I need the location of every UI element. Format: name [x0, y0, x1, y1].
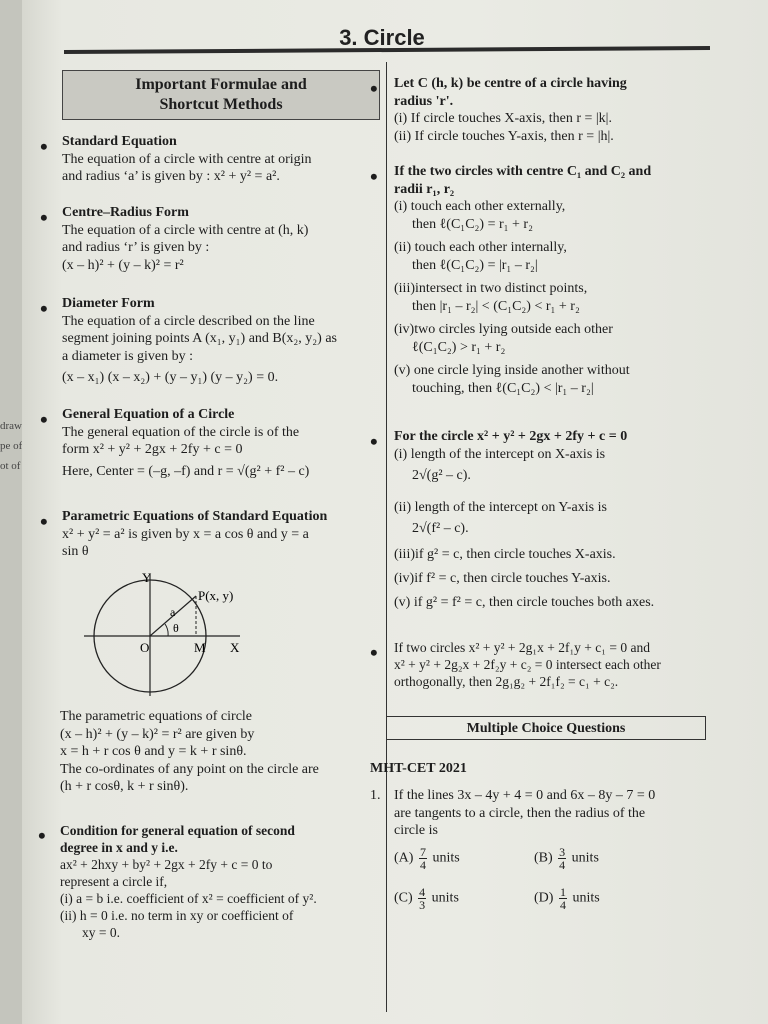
text-line: The equation of a circle described on the line: [62, 313, 315, 329]
text-line: (v) one circle lying inside another without: [394, 363, 630, 378]
option-unit: units: [432, 850, 460, 866]
text-line: The general equation of the circle is of the: [62, 424, 300, 440]
text-line: (i) touch each other externally,: [394, 199, 566, 214]
text-line: (ii) touch each other internally,: [394, 240, 567, 255]
radius-label: a: [170, 605, 176, 619]
text-line: (iii)if g² = c, then circle touches X-axis.: [394, 547, 616, 562]
formulae-box-line2: Shortcut Methods: [159, 96, 283, 113]
text-line: (x – x₁) (x – x₂) + (y – y₁) (y – y₂) = 0.: [62, 370, 279, 385]
option-label: (B): [534, 850, 553, 866]
option-b[interactable]: [534, 846, 599, 871]
text-line: 2√(f² – c).: [412, 521, 469, 536]
fraction: [418, 886, 426, 911]
section-heading: radii r₁, r₂: [394, 181, 455, 197]
option-a[interactable]: [394, 846, 460, 871]
text-line: The parametric equations of circle: [60, 709, 253, 724]
text-line: If the lines 3x – 4y + 4 = 0 and 6x – 8y – 7 = 0: [394, 788, 656, 803]
parametric-general: [60, 708, 382, 796]
margin-fragment: draw: [0, 420, 22, 432]
text-line: a diameter is given by :: [62, 348, 194, 364]
book-page: [22, 0, 768, 1024]
denominator: 4: [419, 858, 426, 872]
text-line: x = h + r cos θ and y = k + r sinθ.: [60, 744, 247, 759]
option-label: (D): [534, 890, 554, 906]
text-line: x² + y² = a² is given by x = a cos θ and y = a: [62, 526, 309, 542]
option-unit: units: [572, 890, 600, 906]
chapter-title: 3. Circle: [339, 25, 425, 50]
bullet: •: [40, 509, 48, 534]
text-line: (x – h)² + (y – k)² = r² are given by: [60, 726, 255, 742]
margin-fragment: pe of: [0, 440, 23, 452]
numerator: 4: [419, 885, 426, 899]
text-line: (h + r cosθ, k + r sinθ).: [60, 779, 189, 794]
angle-arc: [165, 624, 168, 636]
section-heading: Centre–Radius Form: [62, 205, 189, 220]
question-text: [394, 787, 718, 840]
text-line: (i) If circle touches X-axis, then r = |k|.: [394, 111, 612, 126]
section-heading: degree in x and y i.e.: [60, 840, 178, 855]
denominator: 4: [559, 898, 566, 912]
bullet: •: [40, 407, 48, 432]
text-line: ax² + 2hxy + by² + 2gx + 2fy + c = 0 to: [60, 857, 273, 872]
standard-equation: [62, 133, 380, 189]
numerator: 3: [559, 845, 566, 859]
section-heading: Parametric Equations of Standard Equation: [62, 509, 328, 524]
x-axis-label: X: [230, 640, 240, 655]
bullet: •: [370, 76, 378, 101]
section-heading: Standard Equation: [62, 134, 177, 149]
text-line: (iii)intersect in two distinct points,: [394, 281, 588, 296]
text-line: Here, Center = (–g, –f) and r = √(g² + f² – c): [62, 463, 310, 479]
page-gutter: [0, 0, 24, 1024]
centre-radius-form: [62, 204, 380, 274]
general-equation: [62, 406, 382, 480]
y-axis-label: Y: [142, 570, 152, 585]
two-circles: [394, 163, 714, 397]
text-line: are tangents to a circle, then the radius of the: [394, 805, 646, 821]
section-heading: Condition for general equation of second: [60, 823, 295, 838]
exam-label: MHT-CET 2021: [370, 761, 467, 776]
text-line: and radius ‘r’ is given by :: [62, 240, 210, 255]
text-line: 2√(g² – c).: [412, 468, 471, 483]
text-line: (v) if g² = f² = c, then circle touches both axes.: [394, 595, 655, 610]
text-line: The equation of a circle with centre at (h, k): [62, 222, 309, 238]
text-line: circle is: [394, 823, 438, 838]
parametric-equations: [62, 508, 382, 561]
text-line: form x² + y² + 2gx + 2fy + c = 0: [62, 442, 243, 457]
orthogonal-circles: [394, 639, 718, 690]
margin-fragment: ot of: [0, 460, 21, 472]
text-line: (i) length of the intercept on X-axis is: [394, 447, 606, 462]
bullet: •: [40, 296, 48, 321]
diameter-form: [62, 295, 382, 387]
denominator: 4: [559, 858, 566, 872]
text-line: then |r₁ – r₂| < (C₁C₂) < r₁ + r₂: [412, 298, 580, 314]
text-line: x² + y² + 2g₂x + 2f₂y + c₂ = 0 intersect each other: [394, 657, 661, 672]
bullet: •: [370, 640, 378, 665]
fraction: [419, 846, 427, 871]
bullet: •: [38, 823, 46, 848]
point-label: P(x, y): [198, 588, 234, 603]
origin-label: O: [140, 640, 150, 655]
text-line: (ii) length of the intercept on Y-axis is: [394, 500, 607, 515]
option-c[interactable]: [394, 886, 459, 911]
text-line: (x – h)² + (y – k)² = r²: [62, 257, 184, 273]
section-heading: radius 'r'.: [394, 93, 454, 109]
formulae-box: [62, 70, 380, 120]
text-line: and radius ‘a’ is given by : x² + y² = a².: [62, 169, 280, 184]
condition-general: [60, 822, 382, 941]
formulae-box-line1: Important Formulae and: [135, 76, 307, 93]
bullet: •: [370, 429, 378, 454]
text-line: xy = 0.: [82, 925, 120, 940]
bullet: •: [40, 205, 48, 230]
text-line: (i) a = b i.e. coefficient of x² = coefficient of y².: [60, 891, 317, 906]
fraction: [558, 846, 566, 871]
section-heading: General Equation of a Circle: [62, 407, 235, 422]
section-heading: Let C (h, k) be centre of a circle having: [394, 76, 627, 91]
section-heading: Diameter Form: [62, 296, 155, 311]
circle-diagram: [80, 568, 260, 700]
column-divider: [386, 62, 387, 1012]
text-line: (iv)two circles lying outside each other: [394, 322, 613, 337]
text-line: ℓ(C₁C₂) > r₁ + r₂: [412, 339, 506, 355]
numerator: 7: [419, 845, 426, 859]
text-line: segment joining points A (x₁, y₁) and B(x₂, y₂) as: [62, 331, 338, 346]
foot-label: M: [194, 640, 206, 655]
section-heading: If the two circles with centre C₁ and C₂ and: [394, 164, 652, 179]
option-unit: units: [431, 890, 459, 906]
option-label: (A): [394, 850, 414, 866]
text-line: represent a circle if,: [60, 874, 168, 889]
fraction: [559, 886, 567, 911]
option-d[interactable]: [534, 886, 600, 911]
text-line: then ℓ(C₁C₂) = |r₁ – r₂|: [412, 257, 538, 273]
section-heading: For the circle x² + y² + 2gx + 2fy + c = 0: [394, 429, 628, 444]
title-rule: [64, 46, 710, 54]
question-number: 1.: [370, 788, 381, 803]
text-line: (iv)if f² = c, then circle touches Y-axis.: [394, 571, 611, 586]
text-line: The equation of a circle with centre at origin: [62, 151, 312, 167]
intercept-section: [394, 428, 714, 612]
option-unit: units: [571, 850, 599, 866]
text-line: then ℓ(C₁C₂) = r₁ + r₂: [412, 216, 533, 232]
bullet: •: [370, 164, 378, 189]
centre-touch-axes: [394, 75, 714, 145]
text-line: If two circles x² + y² + 2g₁x + 2f₁y + c₁ = 0 and: [394, 640, 650, 655]
option-label: (C): [394, 890, 413, 906]
text-line: The co-ordinates of any point on the circle are: [60, 761, 319, 777]
bullet: •: [40, 134, 48, 159]
numerator: 1: [559, 885, 566, 899]
denominator: 3: [419, 898, 426, 912]
text-line: orthogonally, then 2g₁g₂ + 2f₁f₂ = c₁ + c₂.: [394, 674, 619, 689]
text-line: sin θ: [62, 544, 89, 559]
text-line: (ii) h = 0 i.e. no term in xy or coefficient of: [60, 908, 294, 923]
text-line: (ii) If circle touches Y-axis, then r = |h|.: [394, 128, 614, 144]
angle-label: θ: [173, 621, 179, 635]
mcq-heading-box: Multiple Choice Questions: [386, 716, 706, 740]
text-line: touching, then ℓ(C₁C₂) < |r₁ – r₂|: [412, 380, 594, 396]
